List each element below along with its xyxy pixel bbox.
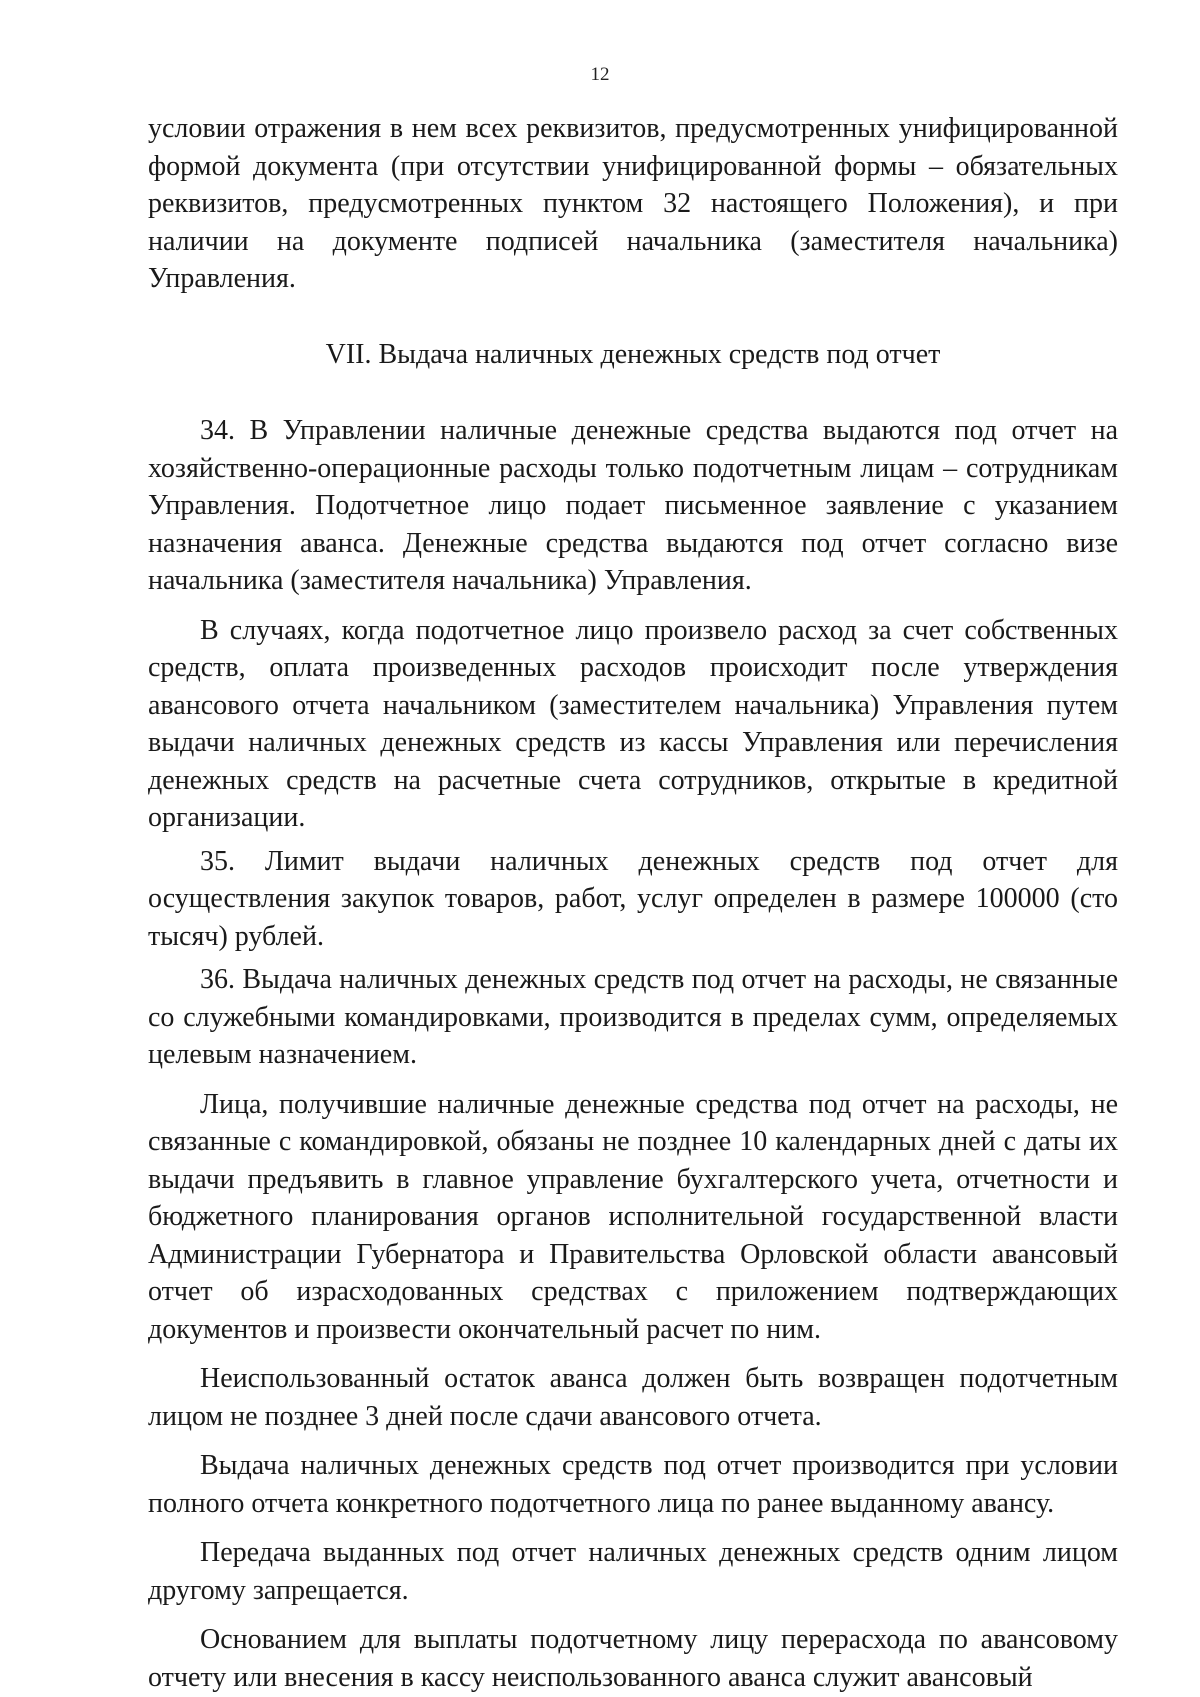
intro-paragraph: условии отражения в нем всех реквизитов, предусмотренных унифицированной формой документа (при отсутствии унифицированной формы – обязательных реквизитов, предусмотренных пунктом 32 настоящего Положения), и при наличии на документе подписей начальника (заместителя начальника) Управления. xyxy=(148,113,1118,294)
paragraph-unused-advance: Неиспользованный остаток аванса должен быть возвращен подотчетным лицом не позднее 3 дней после сдачи авансового отчета. xyxy=(148,1363,1118,1432)
page-number: 12 xyxy=(590,64,610,85)
paragraph-issue-condition: Выдача наличных денежных средств под отчет производится при условии полного отчета конкретного подотчетного лица по ранее выданному авансу. xyxy=(148,1450,1118,1519)
paragraph-overspend-basis: Основанием для выплаты подотчетному лицу перерасхода по авансовому отчету или внесения в кассу неиспользованного аванса служит авансовый xyxy=(148,1624,1118,1693)
paragraph-own-funds: В случаях, когда подотчетное лицо произвело расход за счет собственных средств, оплата произведенных расходов происходит после утверждения авансового отчета начальником (заместителем начальника) Управления путем выдачи наличных денежных средств из кассы Управления или перечисления денежных средств на расчетные счета сотрудников, открытые в кредитной организации. xyxy=(148,614,1118,833)
paragraph-transfer-prohibited: Передача выданных под отчет наличных денежных средств одним лицом другому запрещается. xyxy=(148,1537,1118,1606)
paragraph-36: 36. Выдача наличных денежных средств под отчет на расходы, не связанные со служебными командировками, производится в пределах сумм, определяемых целевым назначением. xyxy=(148,964,1118,1070)
paragraph-advance-report: Лица, получившие наличные денежные средства под отчет на расходы, не связанные с командировкой, обязаны не позднее 10 календарных дней с даты их выдачи предъявить в главное управление бухгалтерского учета, отчетности и бюджетного планирования органов исполнительной государственной власти Администрации Губернатора и Правительства Орловской области авансовый отчет об израсходованных средствах с приложением подтверждающих документов и произвести окончательный расчет по ним. xyxy=(148,1088,1118,1345)
paragraph-34: 34. В Управлении наличные денежные средства выдаются под отчет на хозяйственно-операционные расходы только подотчетным лицам – сотрудникам Управления. Подотчетное лицо подает письменное заявление с указанием назначения аванса. Денежные средства выдаются под отчет согласно визе начальника (заместителя начальника) Управления. xyxy=(148,415,1118,596)
document-body xyxy=(148,110,1118,1696)
section-heading: VII. Выдача наличных денежных средств под отчет xyxy=(325,338,941,370)
paragraph-35: 35. Лимит выдачи наличных денежных средств под отчет для осуществления закупок товаров, работ, услуг определен в размере 100000 (сто тысяч) рублей. xyxy=(148,845,1118,952)
